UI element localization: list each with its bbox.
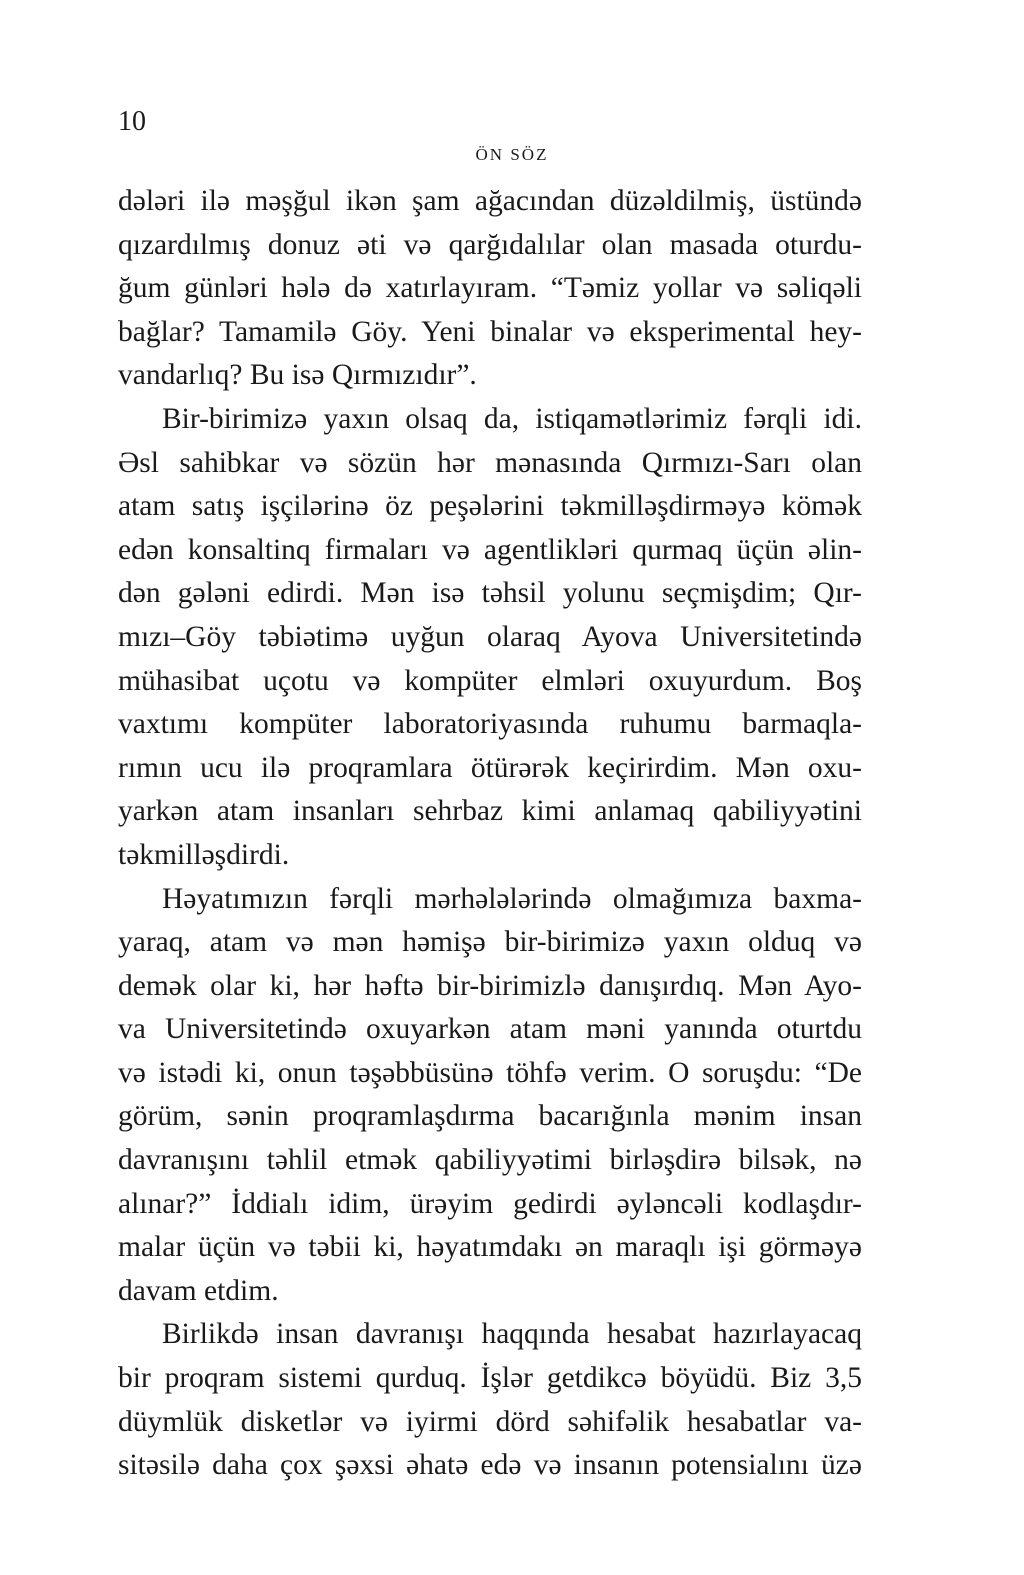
text-line: yarkən atam insanları sehrbaz kimi anlamaq qabiliyyətini (118, 795, 862, 828)
text-line: yaraq, atam və mən həmişə bir-birimizə yaxın olduq və (118, 926, 862, 959)
text-line: vaxtımı kompüter laboratoriyasında ruhumu barmaqla- (118, 708, 862, 741)
running-head: ÖN SÖZ (475, 145, 549, 164)
text-line: alınar?” İddialı idim, ürəyim gedirdi əyləncəli kodlaşdır- (118, 1187, 862, 1220)
text-line: davranışını təhlil etmək qabiliyyətimi birləşdirə bilsək, nə (118, 1144, 862, 1177)
text-line: Əsl sahibkar və sözün hər mənasında Qırmızı-Sarı olan (118, 446, 862, 479)
text-line: Bir-birimizə yaxın olsaq da, istiqamətlərimiz fərqli idi. (162, 402, 862, 435)
text-line: malar üçün və təbii ki, həyatımdakı ən maraqlı işi görməyə (118, 1231, 862, 1264)
text-line: atam satış işçilərinə öz peşələrini təkmilləşdirməyə kömək (118, 490, 862, 523)
text-line: edən konsaltinq firmaları və agentlikləri qurmaq üçün əlin- (118, 533, 862, 566)
page-number: 10 (118, 106, 146, 137)
text-line: təkmilləşdirdi. (118, 838, 290, 871)
text-line: ğum günləri hələ də xatırlayıram. “Təmiz yollar və səliqəli (118, 272, 862, 305)
text-line: sitəsilə daha çox şəxsi əhatə edə və insanın potensialını üzə (118, 1449, 862, 1482)
text-line: Həyatımızın fərqli mərhələlərində olmağımıza baxma- (162, 882, 862, 915)
text-line: qızardılmış donuz əti və qarğıdalılar olan masada oturdu- (118, 228, 862, 261)
text-line: vandarlıq? Bu isə Qırmızıdır”. (118, 359, 477, 392)
text-line: davam etdim. (118, 1274, 279, 1307)
body-text (118, 180, 862, 1488)
text-line: dələri ilə məşğul ikən şam ağacından düzəldilmiş, üstündə (118, 185, 862, 217)
text-line: va Universitetində oxuyarkən atam məni yanında oturtdu (118, 1013, 862, 1046)
text-line: dən gələni edirdi. Mən isə təhsil yolunu seçmişdim; Qır- (118, 577, 862, 610)
text-line: düymlük disketlər və iyirmi dörd səhifəlik hesabatlar va- (118, 1405, 862, 1438)
text-line: rımın ucu ilə proqramlara ötürərək keçirirdim. Mən oxu- (118, 751, 862, 784)
text-line: bir proqram sistemi qurduq. İşlər getdikcə böyüdü. Biz 3,5 (118, 1362, 862, 1395)
text-line: bağlar? Tamamilə Göy. Yeni binalar və eksperimental hey- (118, 315, 862, 348)
text-line: mızı–Göy təbiətimə uyğun olaraq Ayova Universitetində (118, 620, 862, 653)
text-line: Birlikdə insan davranışı haqqında hesabat hazırlayacaq (162, 1318, 862, 1351)
text-line: və istədi ki, onun təşəbbüsünə töhfə verim. O soruşdu: “De (118, 1056, 862, 1089)
text-line: mühasibat uçotu və kompüter elmləri oxuyurdum. Boş (118, 664, 862, 697)
text-line: görüm, sənin proqramlaşdırma bacarığınla mənim insan (118, 1100, 862, 1133)
text-line: demək olar ki, hər həftə bir-birimizlə danışırdıq. Mən Ayo- (118, 969, 862, 1002)
